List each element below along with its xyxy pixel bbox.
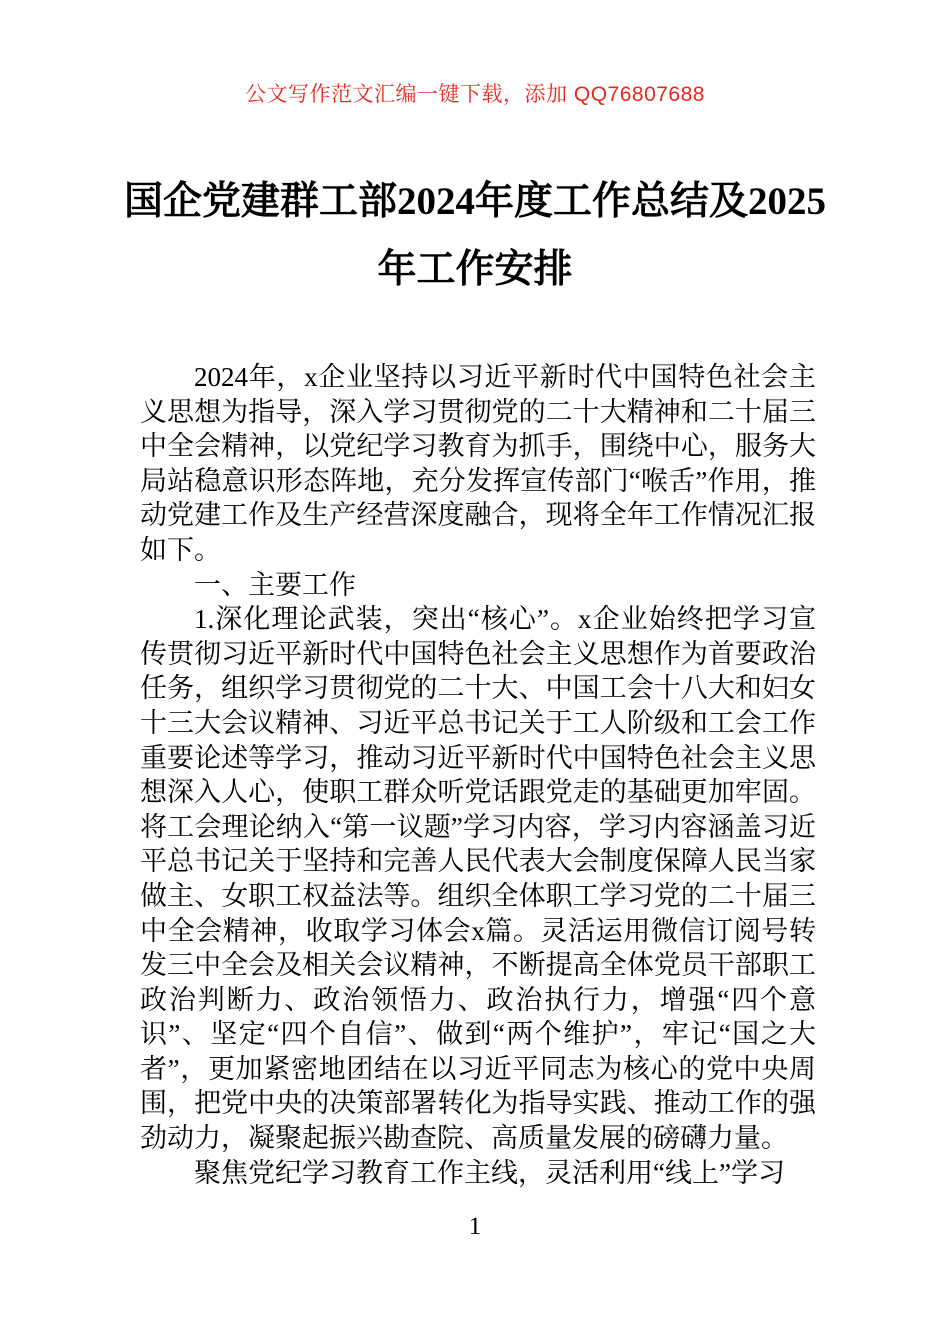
page-number: 1 — [468, 1213, 482, 1241]
document-title-line1: 国企党建群工部2024年度工作总结及2025 — [123, 180, 826, 223]
paragraph-intro: 2024年，x企业坚持以习近平新时代中国特色社会主义思想为指导，深入学习贯彻党的二十大精神和二十届三中全会精神，以党纪学习教育为抓手，围绕中心，服务大局站稳意识形态阵地，充分发挥宣传部门“喉舌”作用，推动党建工作及生产经营深度融合，现将全年工作情况汇报如下。 — [140, 362, 816, 565]
header-promo-notice: 公文写作范文汇编一键下载，添加 QQ76807688 — [245, 83, 705, 106]
document-body — [140, 360, 816, 1190]
document-title — [0, 168, 950, 304]
document-title-line2: 年工作安排 — [377, 248, 573, 291]
paragraph-theory-armament: 1.深化理论武装，突出“核心”。x企业始终把学习宣传贯彻习近平新时代中国特色社会主义思想作为首要政治任务，组织学习贯彻党的二十大、中国工会十八大和妇女十三大会议精神、习近平总书记关于工人阶级和工会工作重要论述等学习，推动习近平新时代中国特色社会主义思想深入人心，使职工群众听党话跟党走的基础更加牢固。将工会理论纳入“第一议题”学习内容，学习内容涵盖习近平总书记关于坚持和完善人民代表大会制度保障人民当家做主、女职工权益法等。组织全体职工学习党的二十届三中全会精神，收取学习体会x篇。灵活运用微信订阅号转发三中全会及相关会议精神，不断提高全体党员干部职工政治判断力、政治领悟力、政治执行力，增强“四个意识”、坚定“四个自信”、做到“两个维护”，牢记“国之大者”，更加紧密地团结在以习近平同志为核心的党中央周围，把党中央的决策部署转化为指导实践、推动工作的强劲动力，凝聚起振兴勘查院、高质量发展的磅礴力量。 — [140, 604, 816, 1154]
paragraph-discipline-education: 聚焦党纪学习教育工作主线，灵活利用“线上”学习 — [194, 1157, 785, 1188]
section-heading-main-work: 一、主要工作 — [194, 569, 356, 600]
